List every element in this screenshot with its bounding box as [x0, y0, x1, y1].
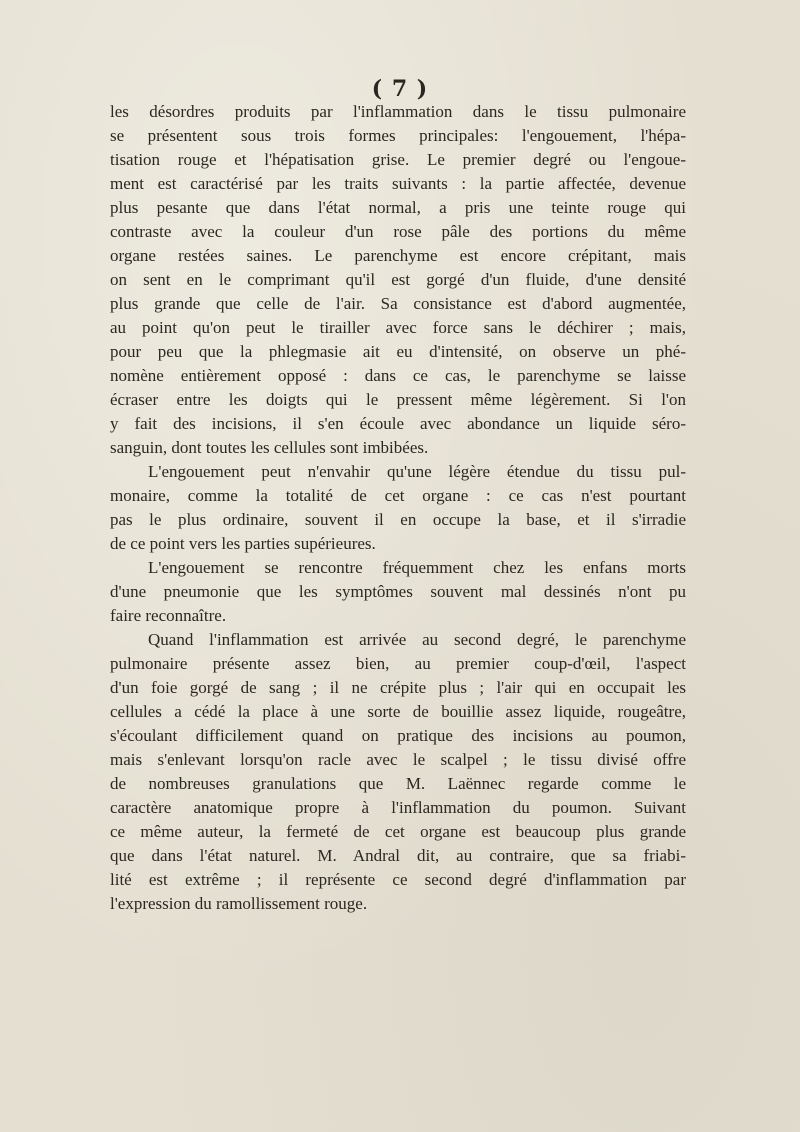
text-line: se présentent sous trois formes principales: l'engouement, l'hépa- [110, 126, 686, 145]
text-line: nomène entièrement opposé : dans ce cas, le parenchyme se laisse [110, 366, 686, 385]
text-line: sanguin, dont toutes les cellules sont imbibées. [110, 438, 429, 457]
text-line: organe restées saines. Le parenchyme est encore crépitant, mais [110, 246, 686, 265]
text-line: au point qu'on peut le tirailler avec force sans le déchirer ; mais, [110, 318, 686, 337]
text-line: contraste avec la couleur d'un rose pâle des portions du même [110, 222, 686, 241]
text-line: l'expression du ramollissement rouge. [110, 894, 368, 913]
text-line: caractère anatomique propre à l'inflammation du poumon. Suivant [110, 798, 686, 817]
text-line: de ce point vers les parties supérieures. [110, 534, 376, 553]
text-line: ment est caractérisé par les traits suivants : la partie affectée, devenue [110, 174, 686, 193]
text-line: on sent en le comprimant qu'il est gorgé d'un fluide, d'une densité [110, 270, 686, 289]
text-line: que dans l'état naturel. M. Andral dit, au contraire, que sa friabi- [110, 846, 686, 865]
text-line: cellules a cédé la place à une sorte de bouillie assez liquide, rougeâtre, [110, 702, 686, 721]
text-line: mais s'enlevant lorsqu'on racle avec le scalpel ; le tissu divisé offre [110, 750, 686, 769]
text-line: y fait des incisions, il s'en écoule avec abondance un liquide séro- [110, 414, 686, 433]
text-line: plus grande que celle de l'air. Sa consistance est d'abord augmentée, [110, 294, 686, 313]
text-line: faire reconnaître. [110, 606, 227, 625]
text-line: ce même auteur, la fermeté de cet organe est beaucoup plus grande [110, 822, 686, 841]
text-line: tisation rouge et l'hépatisation grise. Le premier degré ou l'engoue- [110, 150, 686, 169]
text-line: pour peu que la phlegmasie ait eu d'intensité, on observe un phé- [110, 342, 686, 361]
text-line: L'engouement se rencontre fréquemment chez les enfans morts [148, 558, 686, 577]
page-number: ( 7 ) [371, 76, 429, 102]
text-line: pulmonaire présente assez bien, au premier coup-d'œil, l'aspect [110, 654, 686, 673]
text-line: lité est extrême ; il représente ce second degré d'inflammation par [110, 870, 686, 889]
text-line: pas le plus ordinaire, souvent il en occupe la base, et il s'irradie [110, 510, 686, 529]
text-line: monaire, comme la totalité de cet organe : ce cas n'est pourtant [110, 486, 686, 505]
text-line: de nombreuses granulations que M. Laënnec regarde comme le [110, 774, 686, 793]
text-line: écraser entre les doigts qui le pressent même légèrement. Si l'on [110, 390, 686, 409]
text-line: s'écoulant difficilement quand on pratique des incisions au poumon, [110, 726, 686, 745]
body-text [110, 100, 686, 916]
text-line: d'un foie gorgé de sang ; il ne crépite plus ; l'air qui en occupait les [110, 678, 686, 697]
text-line: les désordres produits par l'inflammation dans le tissu pulmonaire [110, 102, 686, 121]
text-line: d'une pneumonie que les symptômes souvent mal dessinés n'ont pu [110, 582, 686, 601]
text-line: Quand l'inflammation est arrivée au second degré, le parenchyme [148, 630, 686, 649]
text-line: L'engouement peut n'envahir qu'une légère étendue du tissu pul- [148, 462, 686, 481]
text-line: plus pesante que dans l'état normal, a pris une teinte rouge qui [110, 198, 686, 217]
